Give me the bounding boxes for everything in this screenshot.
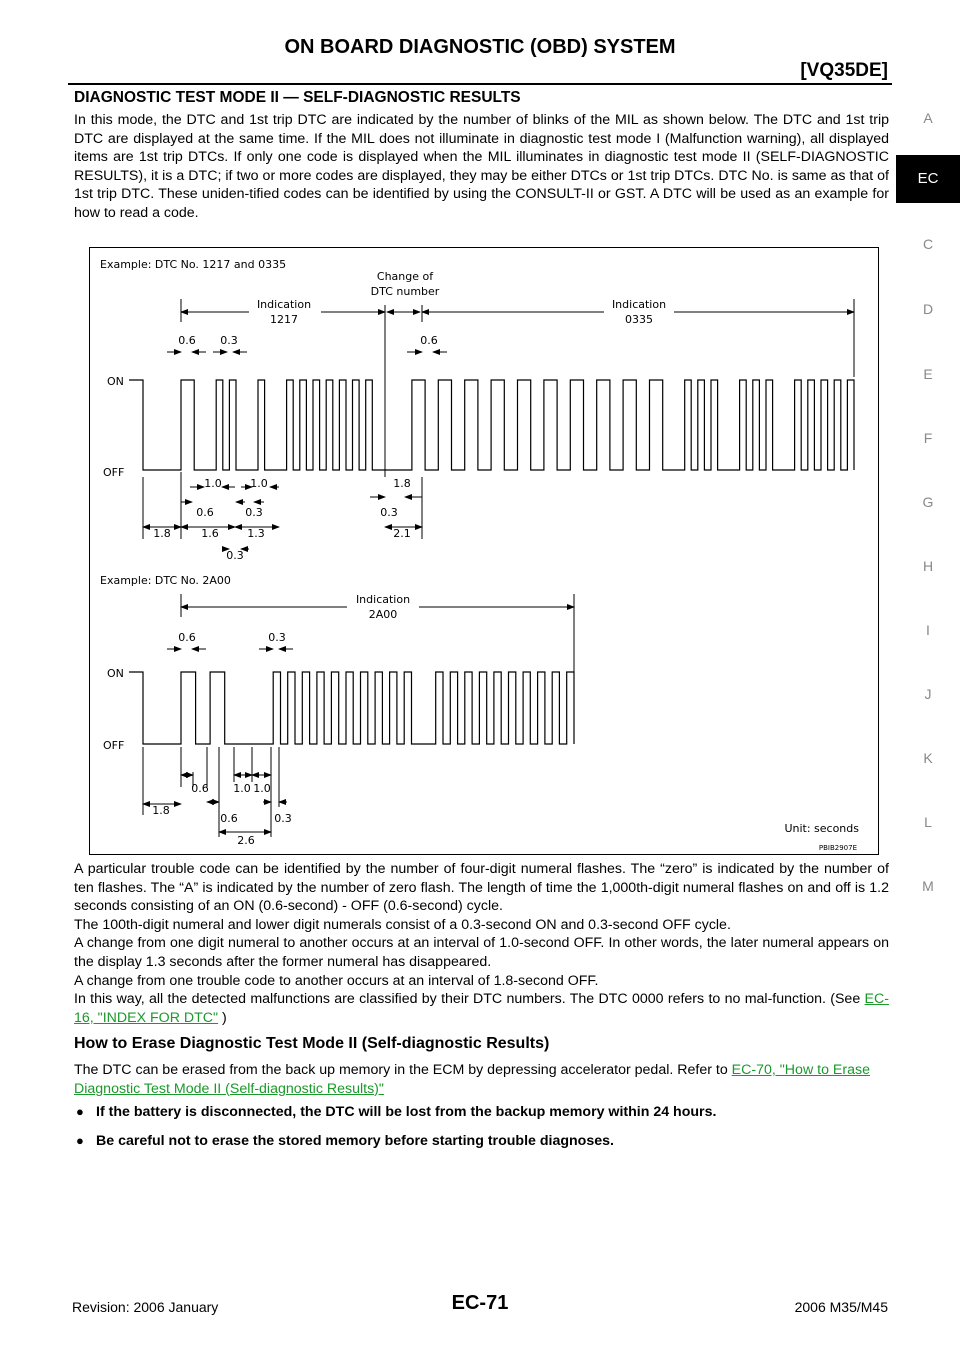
bullet-dot-icon: ● [76, 1104, 84, 1119]
explain-line-2: The 100th-digit numeral and lower digit numerals consist of a 0.3-second ON and 0.3-second OFF cycle. [74, 916, 731, 933]
erase-text-line [74, 1061, 889, 1098]
sidebar-tab-e[interactable]: E [923, 366, 933, 382]
off-label-1: OFF [103, 466, 125, 479]
section-title: DIAGNOSTIC TEST MODE II — SELF-DIAGNOSTIC RESULTS [74, 89, 521, 106]
sidebar-tab-f[interactable]: F [923, 430, 933, 446]
indication-1217-label: Indication [256, 298, 312, 311]
intro-paragraph [74, 111, 889, 223]
bullet-item [74, 1104, 889, 1120]
dim-1.0-b: 1.0 [250, 477, 268, 490]
erase-text: The DTC can be erased from the back up memory in the ECM by depressing accelerator pedal. Refer to [74, 1062, 732, 1078]
sidebar-tab-l[interactable]: L [924, 814, 932, 830]
figure-frame [90, 248, 879, 855]
dim-0.6-d: 0.6 [178, 631, 196, 644]
dim-0.3-a: 0.3 [220, 334, 238, 347]
dim-1.8-b: 1.8 [153, 527, 171, 540]
sidebar-tab-m[interactable]: M [922, 878, 934, 894]
explain-line-5 [74, 990, 889, 1027]
dim-0.6-a: 0.6 [178, 334, 196, 347]
sidebar-tab-ec[interactable]: EC [896, 155, 960, 203]
dim-0.3-d: 0.3 [226, 549, 244, 562]
dim-1.6: 1.6 [201, 527, 219, 540]
sidebar-tab-g[interactable]: G [922, 494, 934, 510]
sidebar-tab-i[interactable]: I [926, 622, 930, 638]
sidebar-tab-d[interactable]: D [922, 301, 934, 317]
dim-2.6: 2.6 [237, 834, 255, 847]
bullet-text: If the battery is disconnected, the DTC will be lost from the backup memory within 24 hours. [96, 1104, 717, 1120]
figure-id: PBIB2907E [818, 844, 857, 852]
indication-1217-code: 1217 [270, 313, 298, 326]
dim-2.1: 2.1 [393, 527, 411, 540]
dtc-blink-diagram-svg [89, 247, 879, 855]
dim-0.3-f: 0.3 [274, 812, 292, 825]
explain-line-5-text: In this way, all the detected malfunctions are classified by their DTC numbers. The DTC 0000 refers to no mal-function. (See [74, 991, 861, 1008]
dim-1.0-d: 1.0 [253, 782, 271, 795]
dim-0.6-f: 0.6 [220, 812, 238, 825]
change-label-line2: DTC number [370, 285, 440, 298]
example2-title: Example: DTC No. 2A00 [100, 574, 231, 587]
explain-line-4: A change from one trouble code to another occurs at an interval of 1.8-second OFF. [74, 972, 599, 989]
vehicle-model-label: 2006 M35/M45 [794, 1299, 888, 1315]
explain-line-1: A particular trouble code can be identified by the number of four-digit numeral flashes. The “zero” is indicated by the number of ten flashes. The “A” is indicated by the number of zero flash. The length of time the 1,000th-digit numeral flashes on and off is 1.2 seconds consisting of an ON (0.6-second) - OFF (0.6-second) cycle. [74, 861, 889, 915]
dim-0.3-c: 0.3 [380, 506, 398, 519]
bullet-text: Be careful not to erase the stored memory before starting trouble diagnoses. [96, 1133, 614, 1149]
intro-text: In this mode, the DTC and 1st trip DTC are indicated by the number of blinks of the MIL as shown below. The DTC and 1st trip DTC are displayed at the same time. If the MIL does not illuminate in diagnostic test mode I (Malfunction warning), all displayed items are 1st trip DTCs. If only one code is displayed when the MIL illuminates in diagnostic test mode II (SELF-DIAGNOSTIC RESULTS), it is a DTC; if two or more codes are displayed, they may be either DTCs or 1st trip DTCs. DTC No. is same as that of 1st trip DTC. These uniden-tified codes can be identified by using the CONSULT-II or GST. A DTC will be used as an example for how to read a code. [74, 112, 889, 221]
dim-0.6-c: 0.6 [196, 506, 214, 519]
sidebar-tab-c[interactable]: C [922, 236, 934, 252]
explain-tail: ) [218, 1009, 227, 1026]
erase-paragraph [74, 1061, 889, 1098]
bullet-dot-icon: ● [76, 1133, 84, 1148]
dim-1.3: 1.3 [247, 527, 265, 540]
indication-2a00-label: Indication [355, 593, 411, 606]
off-label-2: OFF [103, 739, 125, 752]
sidebar-tab-h[interactable]: H [922, 558, 934, 574]
dim-0.3-b: 0.3 [245, 506, 263, 519]
change-label-line1: Change of [376, 270, 434, 283]
dim-0.3-e: 0.3 [268, 631, 286, 644]
page-header-title: ON BOARD DIAGNOSTIC (OBD) SYSTEM [284, 36, 676, 58]
on-label-2: ON [107, 667, 124, 680]
revision-label: Revision: 2006 January [72, 1299, 219, 1315]
dim-1.8-a: 1.8 [393, 477, 411, 490]
page-number: EC-71 [451, 1292, 509, 1314]
dim-1.0-a: 1.0 [204, 477, 222, 490]
index-for-dtc-link[interactable]: EC-16, "INDEX FOR DTC" [74, 991, 889, 1026]
dim-1.8-c: 1.8 [152, 804, 170, 817]
sidebar-tab-j[interactable]: J [924, 686, 932, 702]
dim-1.0-c: 1.0 [233, 782, 251, 795]
header-divider [68, 83, 892, 85]
engine-model-label: [VQ35DE] [800, 60, 888, 81]
sidebar-tab-a[interactable]: A [923, 110, 933, 126]
indication-2a00-code: 2A00 [368, 608, 398, 621]
on-label-1: ON [107, 375, 124, 388]
sidebar-tab-k[interactable]: K [923, 750, 933, 766]
dtc-blink-diagram [89, 247, 879, 860]
indication-0335-code: 0335 [625, 313, 653, 326]
example1-title: Example: DTC No. 1217 and 0335 [100, 258, 287, 271]
bullet-item [74, 1133, 889, 1149]
warning-bullets [74, 1104, 889, 1162]
explain-line-3: A change from one digit numeral to another occurs at an interval of 1.0-second OFF. In other words, the later numeral appears on the display 1.3 seconds after the former numeral has disappeared. [74, 935, 889, 970]
indication-0335-label: Indication [611, 298, 667, 311]
explanation-paragraph [74, 860, 889, 1027]
erase-procedure-link[interactable]: EC-70, "How to Erase Diagnostic Test Mode II (Self-diagnostic Results)" [74, 1062, 870, 1097]
dim-0.6-e: 0.6 [191, 782, 209, 795]
unit-label: Unit: seconds [784, 822, 859, 835]
dim-0.6-b: 0.6 [420, 334, 438, 347]
erase-section-title: How to Erase Diagnostic Test Mode II (Self-diagnostic Results) [74, 1035, 550, 1052]
